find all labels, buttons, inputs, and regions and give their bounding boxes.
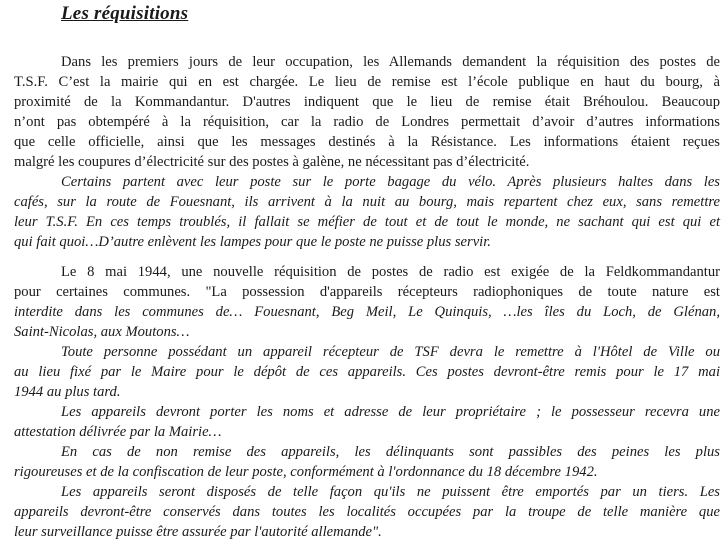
text-line: pour certaines communes. "La possession d'appareils récepteurs radiophoniques de toute nature est	[14, 284, 720, 300]
text-line: appareils devront-être conservés dans toutes les localités occupées par la troupe de telle manière que	[14, 504, 720, 520]
text-line: au lieu fixé par le Maire pour le dépôt de ces appareils. Ces postes devront-être remis pour le 17 mai	[14, 364, 720, 380]
text-line: interdite dans les communes de… Fouesnant, Beg Meil, Le Quinquis, …les îles du Loch, de Glénan,	[14, 304, 720, 320]
text-line: Toute personne possédant un appareil récepteur de TSF devra le remettre à l'Hôtel de Ville ou	[61, 344, 720, 360]
text-line: Le 8 mai 1944, une nouvelle réquisition de postes de radio est exigée de la Feldkommandantur	[61, 264, 720, 280]
text-line: T.S.F. C’est la mairie qui en est chargée. Le lieu de remise est l’école publique en haut du bourg, à	[14, 74, 720, 90]
text-line: Les appareils seront disposés de telle façon qu'ils ne puissent être emportés par un tiers. Les	[61, 484, 720, 500]
text-line: n’ont pas obtempéré à la réquisition, car la radio de Londres permettait d’avoir d’autres informations	[14, 114, 720, 130]
text-line: Certains partent avec leur poste sur le porte bagage du vélo. Après plusieurs haltes dans les	[61, 174, 720, 190]
text-line: cafés, sur la route de Fouesnant, ils arrivent à la nuit au bourg, mais repartent chez eux, sans remettre	[14, 194, 720, 210]
text-line: qui fait quoi…D’autre enlèvent les lampes pour que le poste ne puisse plus servir.	[14, 234, 491, 250]
text-line: malgré les coupures d’électricité sur des postes à galène, ne nécessitant pas d’électricité.	[14, 154, 530, 170]
text-line: proximité de la Kommandantur. D'autres indiquent que le lieu de remise était Bréhoulou. Beaucoup	[14, 94, 720, 110]
text-line: leur T.S.F. En ces temps troublés, il fallait se méfier de tout et de tout le monde, ne sachant qui est qui et	[14, 214, 720, 230]
document-title: Les réquisitions	[61, 3, 189, 24]
text-line: que celle officielle, ainsi que les messages destinés à la Résistance. Les informations étaient reçues	[14, 134, 720, 150]
text-line: attestation délivrée par la Mairie…	[14, 424, 222, 440]
text-line: rigoureuses et de la confiscation de leur poste, conformément à l'ordonnance du 18 décembre 1942.	[14, 464, 598, 480]
text-line: Saint-Nicolas, aux Moutons…	[14, 324, 190, 340]
text-line: Dans les premiers jours de leur occupation, les Allemands demandent la réquisition des postes de	[61, 54, 720, 70]
text-line: 1944 au plus tard.	[14, 384, 121, 400]
text-line: leur surveillance puisse être assurée par l'autorité allemande".	[14, 524, 382, 540]
text-line: Les appareils devront porter les noms et adresse de leur propriétaire ; le possesseur recevra une	[61, 404, 720, 420]
text-line: En cas de non remise des appareils, les délinquants sont passibles des peines les plus	[61, 444, 720, 460]
